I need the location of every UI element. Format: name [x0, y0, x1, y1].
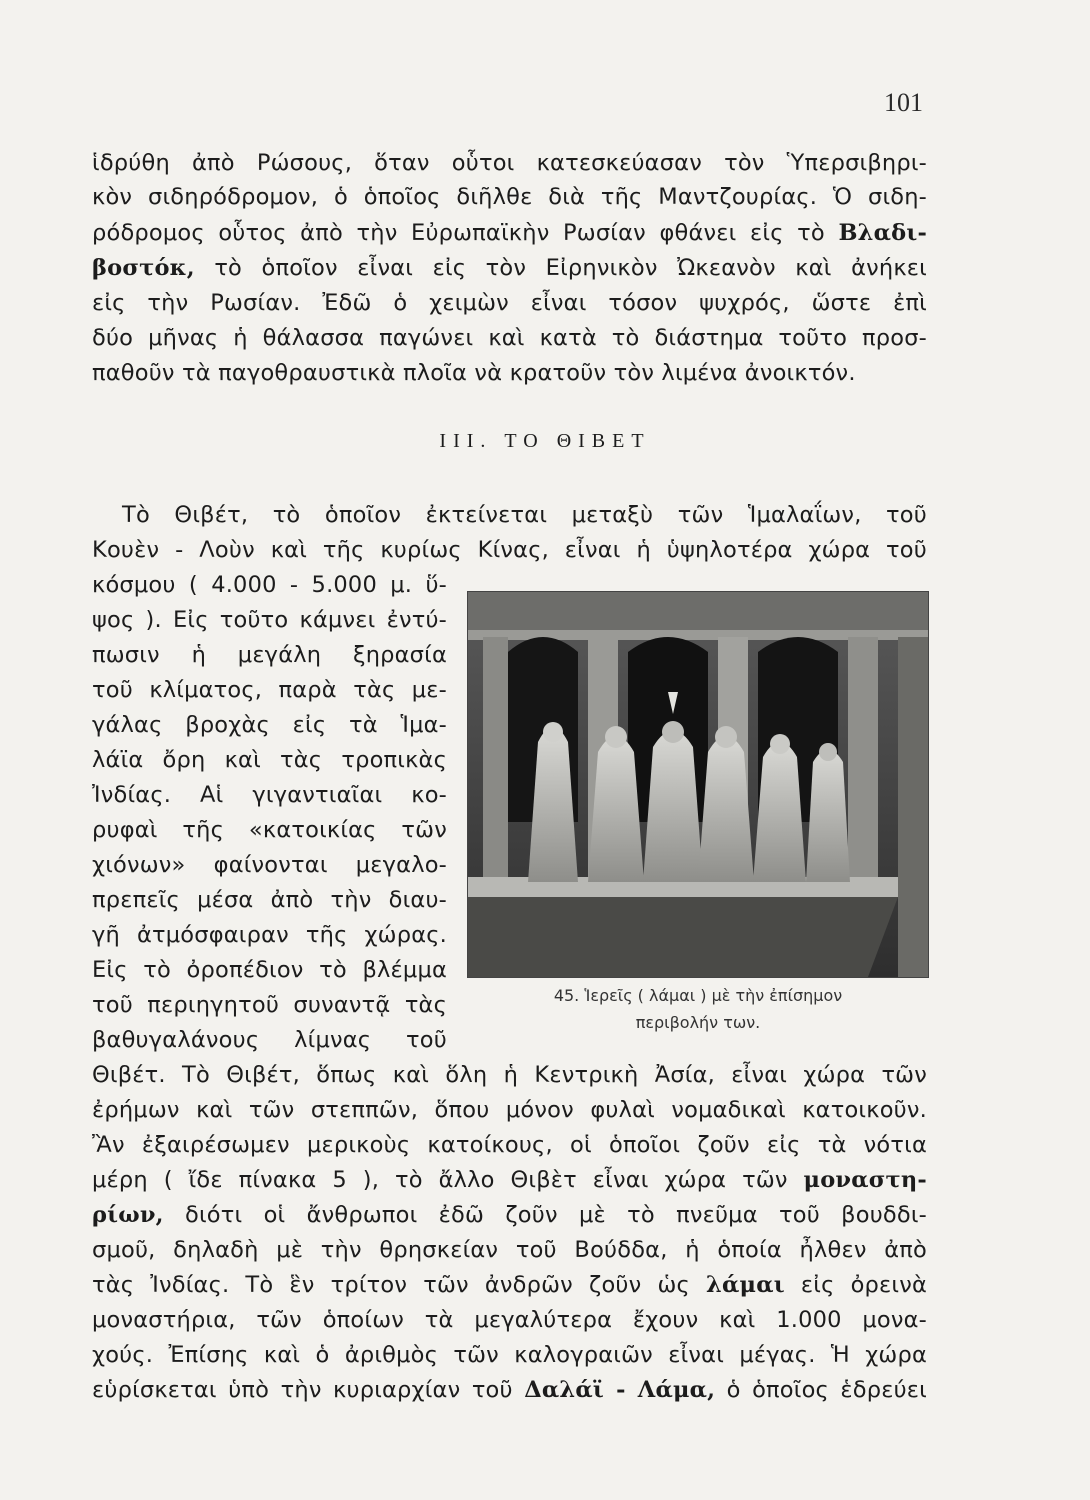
text-span: εὑρίσκεται ὑπὸ τὴν κυριαρχίαν τοῦ — [92, 1377, 513, 1403]
text-line — [92, 1375, 927, 1405]
text-line: ἱδρύθη ἀπὸ Ρώσους, ὅταν οὗτοι κατεσκεύασαν τὸν Ὑπερσιβηρι- — [92, 150, 927, 176]
text-line: σμοῦ, δηλαδὴ μὲ τὴν θρησκείαν τοῦ Βούδδα, ἡ ὁποία ἦλθεν ἀπὸ — [92, 1237, 927, 1263]
text-line: Κουὲν - Λοὺν καὶ τῆς κυρίως Κίνας, εἶναι ἡ ὑψηλοτέρα χώρα τοῦ — [92, 537, 927, 563]
bold-term: ρίων, — [92, 1202, 164, 1228]
text-line: δύο μῆνας ἡ θάλασσα παγώνει καὶ κατὰ τὸ διάστημα τοῦτο προσ- — [92, 325, 927, 351]
text-span: εἰς ὀρεινὰ — [800, 1272, 927, 1298]
text-line: κόσμου ( 4.000 - 5.000 μ. ὕ- — [92, 572, 447, 598]
text-line: πρεπεῖς μέσα ἀπὸ τὴν διαυ- — [92, 887, 447, 913]
text-line: πωσιν ἡ μεγάλη ξηρασία — [92, 642, 447, 668]
text-span: ρόδρομος οὗτος ἀπὸ τὴν Εὐρωπαϊκὴν Ρωσίαν φθάνει εἰς τὸ — [92, 220, 825, 246]
text-line: Ἰνδίας. Αἱ γιγαντιαῖαι κο- — [92, 782, 447, 808]
bold-term: Βλαδι- — [838, 220, 928, 246]
page-number: 101 — [884, 88, 923, 117]
lamas-photograph — [468, 592, 928, 977]
text-line: ψος ). Εἰς τοῦτο κάμνει ἐντύ- — [92, 607, 447, 633]
text-line: βαθυγαλάνους λίμνας τοῦ — [92, 1027, 447, 1053]
text-line: τοῦ κλίματος, παρὰ τὰς με- — [92, 677, 447, 703]
text-line: ρυφαὶ τῆς «κατοικίας τῶν — [92, 817, 447, 843]
text-line: γῆ ἀτμόσφαιραν τῆς χώρας. — [92, 922, 447, 948]
bold-term: βοστόκ, — [92, 255, 195, 281]
text-line: Εἰς τὸ ὀροπέδιον τὸ βλέμμα — [92, 957, 447, 983]
text-line: γάλας βροχὰς εἰς τὰ Ἱμα- — [92, 712, 447, 738]
text-line: κὸν σιδηρόδρομον, ὁ ὁποῖος διῆλθε διὰ τῆς Μαντζουρίας. Ὁ σιδη- — [92, 184, 927, 210]
text-line — [92, 1270, 927, 1300]
text-line: μοναστήρια, τῶν ὁποίων τὰ μεγαλύτερα ἔχουν καὶ 1.000 μονα- — [92, 1307, 927, 1333]
text-line: εἰς τὴν Ρωσίαν. Ἐδῶ ὁ χειμὼν εἶναι τόσον ψυχρός, ὥστε ἐπὶ — [92, 290, 927, 316]
text-span: τὰς Ἰνδίας. Τὸ ἓν τρίτον τῶν ἀνδρῶν ζοῦν ὡς — [92, 1272, 690, 1298]
bold-term: μοναστη- — [803, 1167, 927, 1193]
text-line: ἐρήμων καὶ τῶν στεππῶν, ὅπου μόνον φυλαὶ νομαδικαὶ κατοικοῦν. — [92, 1097, 927, 1123]
text-line — [92, 1200, 927, 1230]
text-span: μέρη ( ἴδε πίνακα 5 ), τὸ ἄλλο Θιβὲτ εἶναι χώρα τῶν — [92, 1167, 788, 1193]
photo-caption-cont: περιβολήν των. — [635, 1013, 761, 1032]
text-line — [92, 1165, 927, 1195]
text-span: διότι οἱ ἄνθρωποι ἐδῶ ζοῦν μὲ τὸ πνεῦμα τοῦ βουδδι- — [185, 1202, 927, 1228]
text-line — [92, 253, 927, 283]
text-line: Τὸ Θιβέτ, τὸ ὁποῖον ἐκτείνεται μεταξὺ τῶν Ἱμαλαΐων, τοῦ — [122, 502, 927, 528]
text-line: χιόνων» φαίνονται μεγαλο- — [92, 852, 447, 878]
photo-illustration — [468, 592, 928, 977]
text-span: τὸ ὁποῖον εἶναι εἰς τὸν Εἰρηνικὸν Ὠκεανὸν καὶ ἀνήκει — [214, 255, 927, 281]
text-line — [92, 218, 927, 248]
bold-term: λάμαι — [706, 1272, 785, 1298]
text-line: λάϊα ὄρη καὶ τὰς τροπικὰς — [92, 747, 447, 773]
bold-term: Δαλάϊ - Λάμα, — [524, 1377, 716, 1403]
text-span: ὁ ὁποῖος ἑδρεύει — [726, 1377, 927, 1403]
text-line: Ἂν ἐξαιρέσωμεν μερικοὺς κατοίκους, οἱ ὁποῖοι ζοῦν εἰς τὰ νότια — [92, 1132, 927, 1158]
text-line: χούς. Ἐπίσης καὶ ὁ ἀριθμὸς τῶν καλογραιῶν εἶναι μέγας. Ἡ χώρα — [92, 1342, 927, 1368]
text-line: παθοῦν τὰ παγοθραυστικὰ πλοῖα νὰ κρατοῦν τὸν λιμένα ἀνοικτόν. — [92, 360, 856, 386]
section-heading: III. ΤΟ ΘΙΒΕΤ — [439, 430, 651, 452]
text-line: Θιβέτ. Τὸ Θιβέτ, ὅπως καὶ ὅλη ἡ Κεντρικὴ Ἀσία, εἶναι χώρα τῶν — [92, 1062, 927, 1088]
photo-caption: 45. Ἱερεῖς ( λάμαι ) μὲ τὴν ἐπίσημον — [553, 986, 843, 1005]
text-line: τοῦ περιηγητοῦ συναντᾷ τὰς — [92, 992, 447, 1018]
